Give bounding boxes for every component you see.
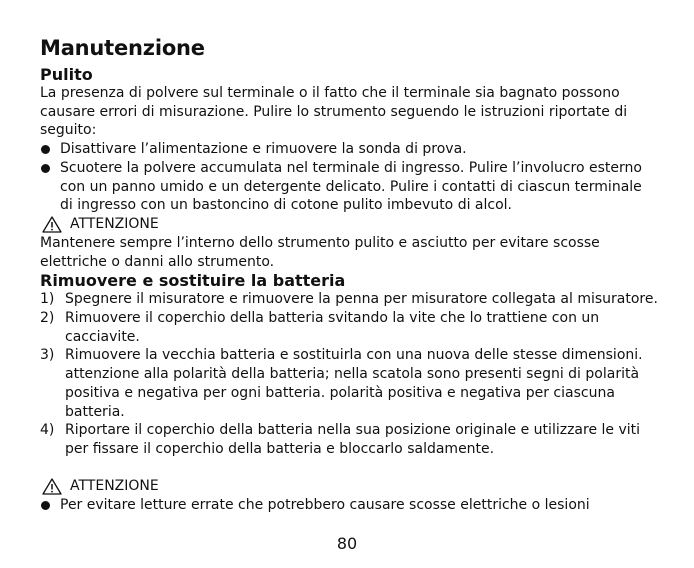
warning-bullet-item [40, 496, 658, 515]
step-number: 2) [40, 310, 55, 327]
warning-label-row [40, 215, 658, 234]
clean-intro-paragraph: La presenza di polvere sul terminale o il fatto che il terminale sia bagnato possono causare errori di misurazione. Pulire lo strumento seguendo le istruzioni riportate di seguito: [40, 85, 628, 139]
battery-step [40, 290, 658, 309]
step-text: Rimuovere il coperchio della batteria svitando la vite che lo trattiene con un cacciavite. [65, 310, 600, 345]
manual-page [40, 34, 658, 514]
step-number: 1) [40, 291, 55, 308]
warning-label: ATTENZIONE [70, 477, 159, 494]
warning-triangle-icon [42, 478, 62, 495]
battery-step [40, 421, 658, 458]
clean-bullet-item [40, 159, 658, 215]
battery-step [40, 346, 658, 421]
warning-bullet-text: Per evitare letture errate che potrebbero causare scosse elettriche o lesioni [60, 496, 590, 513]
section-heading-battery: Rimuovere e sostituire la batteria [40, 271, 346, 291]
bullet-dot-icon [41, 164, 50, 173]
section-heading-clean: Pulito [40, 65, 93, 84]
battery-step [40, 309, 658, 346]
step-text: Rimuovere la vecchia batteria e sostituirla con una nuova delle stesse dimensioni. attenzione alla polarità della batteria; nella scatola sono presenti segni di polarità positiva e negativa per ogni batteria. polarità positiva e negativa per ciascuna batteria. [65, 347, 643, 420]
spacer [40, 459, 658, 477]
step-number: 4) [40, 422, 55, 439]
bullet-dot-icon [41, 501, 50, 510]
clean-bullet-text: Disattivare l’alimentazione e rimuovere la sonda di prova. [60, 141, 467, 158]
warning-text: Mantenere sempre l’interno dello strumento pulito e asciutto per evitare scosse elettriche o danni allo strumento. [40, 234, 600, 270]
page-title: Manutenzione [40, 36, 205, 60]
step-text: Spegnere il misuratore e rimuovere la penna per misuratore collegata al misuratore. [65, 291, 658, 308]
bullet-dot-icon [41, 145, 50, 154]
clean-bullet-item [40, 140, 658, 159]
step-number: 3) [40, 347, 55, 364]
page-number: 80 [336, 534, 358, 553]
warning-label-row [40, 477, 658, 496]
warning-label: ATTENZIONE [70, 215, 159, 232]
clean-bullet-text: Scuotere la polvere accumulata nel terminale di ingresso. Pulire l’involucro esterno con un panno umido e un detergente delicato. Pulire i contatti di ciascun terminale di ingresso con un bastoncino di cotone pulito imbevuto di alcol. [60, 159, 642, 214]
step-text: Riportare il coperchio della batteria nella sua posizione originale e utilizzare le viti per fissare il coperchio della batteria e bloccarlo saldamente. [65, 422, 641, 457]
warning-triangle-icon [42, 216, 62, 233]
